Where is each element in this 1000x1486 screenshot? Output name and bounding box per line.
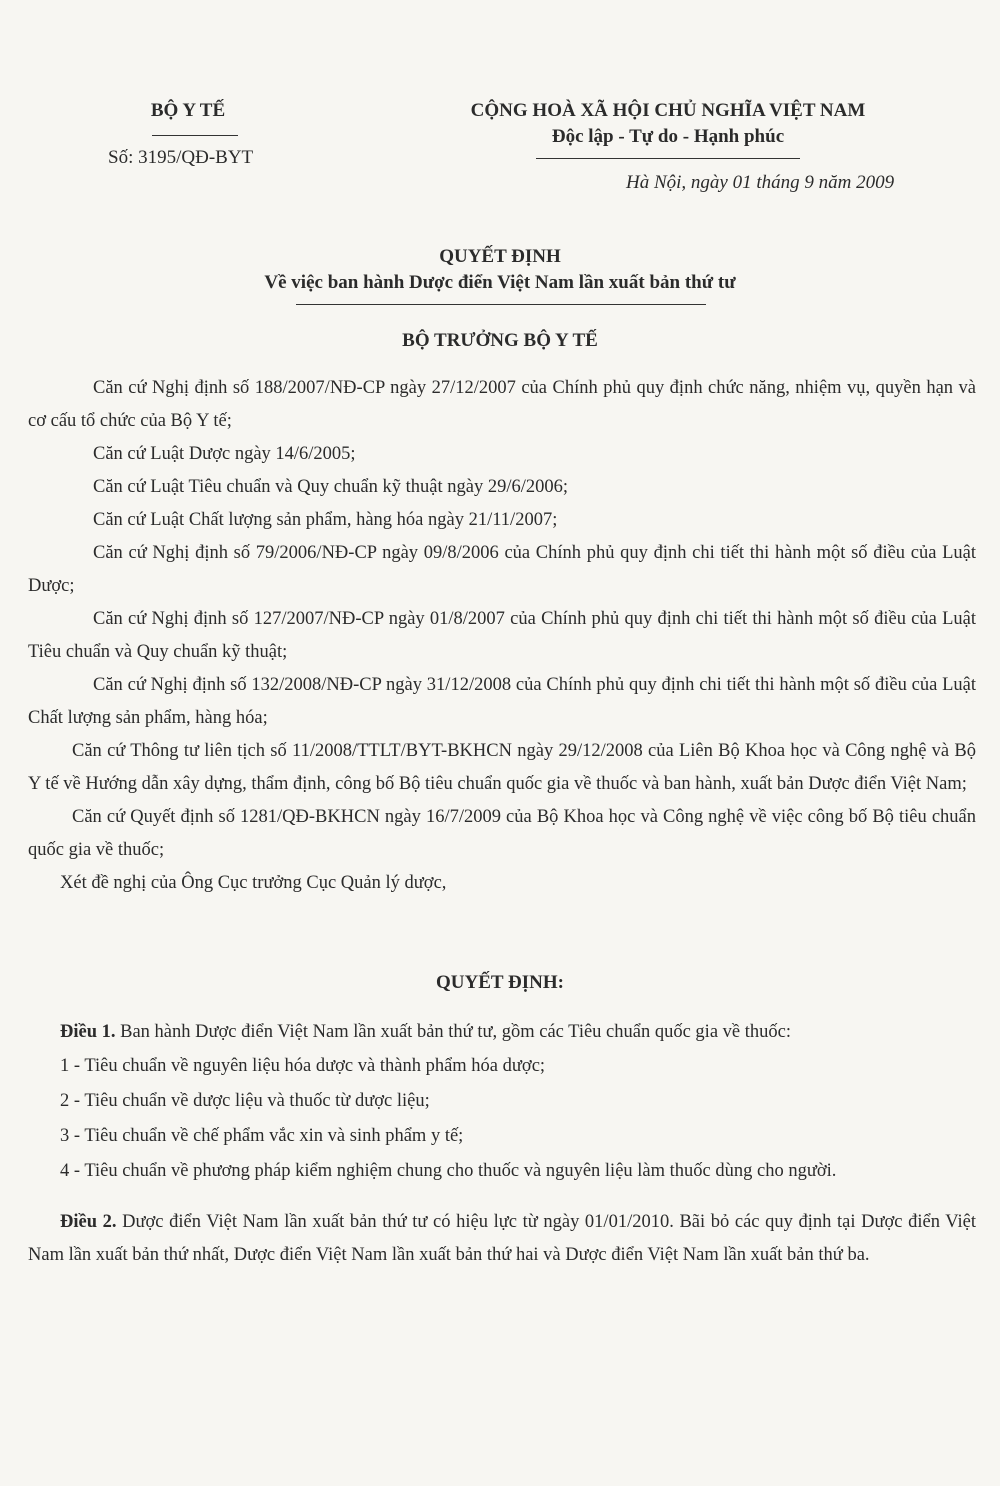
place-date: Hà Nội, ngày 01 tháng 9 năm 2009 [626,172,895,193]
article-1-item: 4 - Tiêu chuẩn về phương pháp kiểm nghiệm chung cho thuốc và nguyên liệu làm thuốc dùng cho người. [60,1161,837,1181]
republic-name: CỘNG HOÀ XÃ HỘI CHỦ NGHĨA VIỆT NAM [470,100,866,121]
preamble-item: Xét đề nghị của Ông Cục trưởng Cục Quản lý dược, [60,873,447,893]
ministry-name: BỘ Y TẾ [150,100,226,121]
decision-subject: Về việc ban hành Dược điển Việt Nam lần xuất bản thứ tư [264,272,736,293]
decision-heading: QUYẾT ĐỊNH: [436,972,564,993]
article-1-label: Điều 1. [60,1022,116,1042]
article-2 [28,1206,976,1272]
decision-title: QUYẾT ĐỊNH [439,246,561,267]
ministry-underline [152,135,238,136]
motto-underline [536,158,800,159]
doc-number: Số: 3195/QĐ-BYT [108,147,254,168]
motto: Độc lập - Tự do - Hạnh phúc [551,126,785,147]
preamble-item: Căn cứ Thông tư liên tịch số 11/2008/TTLT/BYT-BKHCN ngày 29/12/2008 của Liên Bộ Khoa học và Công nghệ và Bộ Y tế về Hướng dẫn xây dựng, thẩm định, công bố Bộ tiêu chuẩn quốc gia về thuốc và ban hành, xuất bản Dược điển Việt Nam; [28,741,976,794]
preamble-item: Căn cứ Nghị định số 132/2008/NĐ-CP ngày 31/12/2008 của Chính phủ quy định chi tiết thi hành một số điều của Luật Chất lượng sản phẩm, hàng hóa; [28,675,976,728]
preamble-item: Căn cứ Luật Tiêu chuẩn và Quy chuẩn kỹ thuật ngày 29/6/2006; [93,477,569,497]
preamble-item: Căn cứ Nghị định số 188/2007/NĐ-CP ngày 27/12/2007 của Chính phủ quy định chức năng, nhiệm vụ, quyền hạn và cơ cấu tổ chức của Bộ Y tế; [28,378,976,431]
preamble-item: Căn cứ Luật Dược ngày 14/6/2005; [93,444,356,464]
article-1-item: 3 - Tiêu chuẩn về chế phẩm vắc xin và sinh phẩm y tế; [60,1126,464,1146]
article-1 [28,1016,976,1189]
article-1-item: 1 - Tiêu chuẩn về nguyên liệu hóa dược và thành phẩm hóa dược; [60,1056,546,1076]
article-1-text: Ban hành Dược điển Việt Nam lần xuất bản thứ tư, gồm các Tiêu chuẩn quốc gia về thuốc: [115,1022,791,1042]
article-1-intro [28,1016,976,1049]
preamble-item: Căn cứ Luật Chất lượng sản phẩm, hàng hóa ngày 21/11/2007; [93,510,558,530]
article-2-text: Dược điển Việt Nam lần xuất bản thứ tư có hiệu lực từ ngày 01/01/2010. Bãi bỏ các quy định tại Dược điển Việt Nam lần xuất bản thứ nhất, Dược điển Việt Nam lần xuất bản thứ hai và Dược điển Việt Nam lần xuất bản thứ ba. [28,1212,976,1265]
authority-heading: BỘ TRƯỞNG BỘ Y TẾ [402,330,598,351]
article-1-item: 2 - Tiêu chuẩn về dược liệu và thuốc từ dược liệu; [60,1091,430,1111]
preamble-item: Căn cứ Nghị định số 127/2007/NĐ-CP ngày 01/8/2007 của Chính phủ quy định chi tiết thi hành một số điều của Luật Tiêu chuẩn và Quy chuẩn kỹ thuật; [28,609,976,662]
preamble-item: Căn cứ Quyết định số 1281/QĐ-BKHCN ngày 16/7/2009 của Bộ Khoa học và Công nghệ về việc công bố Bộ tiêu chuẩn quốc gia về thuốc; [28,807,976,860]
preamble [28,372,976,900]
preamble-item: Căn cứ Nghị định số 79/2006/NĐ-CP ngày 09/8/2006 của Chính phủ quy định chi tiết thi hành một số điều của Luật Dược; [28,543,976,596]
article-2-label: Điều 2. [60,1212,117,1232]
subject-underline [296,304,706,305]
